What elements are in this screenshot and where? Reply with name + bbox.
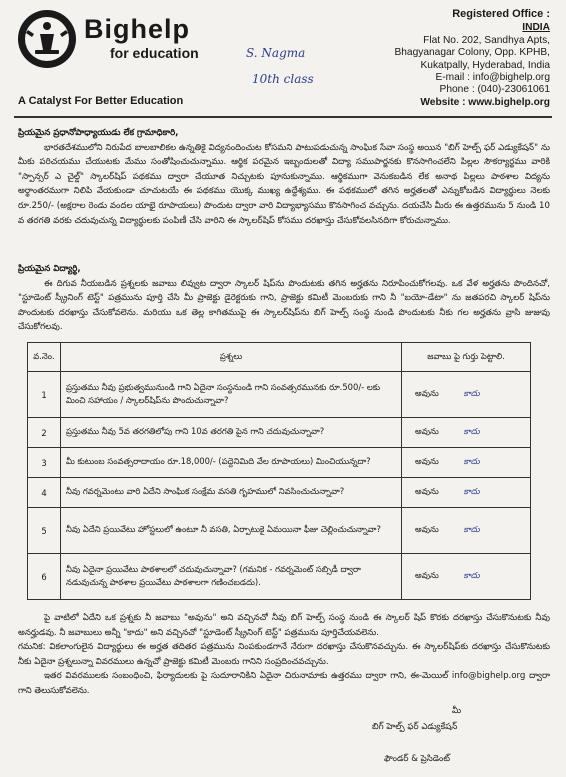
row-num: 4 (28, 478, 61, 508)
handwritten-note (246, 40, 314, 92)
row-answer (402, 508, 531, 554)
office-address-3: Kukatpally, Hyderabad, India (420, 59, 550, 71)
table-row (28, 372, 531, 418)
table-row (28, 554, 531, 600)
row-question: నీవు ఏదైనా ప్రయివేటు పాఠశాలలో చదువుచున్నావా? (గమనిక - గవర్నమెంట్ సబ్సిడీ ద్వారా నడువుచున్న పాఠశాల ప్రయివేటు పాఠశాలగా గణించబడదు). (61, 554, 402, 600)
yes-option[interactable]: అవును (415, 570, 439, 580)
tagline: A Catalyst For Better Education (18, 95, 184, 107)
table-row (28, 508, 531, 554)
row-num: 5 (28, 508, 61, 554)
row-num: 1 (28, 372, 61, 418)
greeting-principal: ప్రియమైన ప్రధానోపాధ్యాయుడు లేక గ్రామాధికారి, (18, 128, 179, 138)
table-row (28, 478, 531, 508)
yes-option[interactable]: అవును (415, 388, 439, 398)
paragraph-contact: ఇతర వివరములకు సంబంధించి, ఫిర్యాదులకు పై సుదూరానికిని ఏదైనా చిరునామాకు ఉత్తరము ద్వారా గాని, ఈ-మెయిల్ info@bighelp.org ద్వారా గాని తెలుసుకోవలెను. (18, 671, 550, 696)
paragraph-student: ఈ దిగువ నీయబడిన ప్రశ్నలకు జవాబు లివ్వుట ద్వారా స్కాలర్ షిప్‌ను పొందుటకు తగిన అర్హతను నిరూపించుకోగలవు. ఒక వేళ అర్హతను పొందినచో, "స్టూడెంట్ స్క్రీనింగ్ టెస్ట్" పత్రమును పూర్తి చేసి మీ ప్రాజెక్టు డైరెక్టరుకు గాని, ప్రాజెక్టు కమిటీ మెంబరుకు గాని నీ "బయో-డేటా" ను జతపరచి స్కాలర్ షిప్‌ను పొందుటకు దరఖాస్తు చేసుకోవలెను. మరియు ఒక తెల్ల కాగితముపై ఈ స్కాలర్‌షిప్‌ను బిగ్ హెల్ప్ సంస్థ నుండి పొందుటకు నీకు గల అర్హతను వ్రాసి జుజువు చేసుకోగలవు. (18, 278, 550, 333)
row-num: 3 (28, 448, 61, 478)
header-divider (14, 116, 552, 118)
no-option-marked[interactable]: కాదు (463, 486, 480, 496)
no-option-marked[interactable]: కాదు (463, 388, 480, 398)
handwritten-class: 10th class (252, 72, 314, 86)
handwritten-name: S. Nagma (246, 46, 306, 60)
no-option-marked[interactable]: కాదు (463, 426, 480, 436)
office-website: Website : www.bighelp.org (420, 96, 550, 108)
office-heading: Registered Office : (452, 8, 550, 20)
col-question-header: ప్రశ్నలు (61, 343, 402, 372)
row-answer (402, 478, 531, 508)
eligibility-table (27, 342, 531, 600)
no-option-marked[interactable]: కాదు (463, 524, 480, 534)
row-answer (402, 448, 531, 478)
letter-intro (18, 126, 550, 228)
no-option-marked[interactable]: కాదు (463, 570, 480, 580)
letter-closing (18, 611, 550, 699)
yes-option[interactable]: అవును (415, 456, 439, 466)
row-num: 2 (28, 418, 61, 448)
table-row (28, 418, 531, 448)
signoff-org: బిగ్ హెల్ప్ ఫర్ ఎడ్యుకేషన్ (372, 722, 458, 732)
signoff-yours: మీ (452, 706, 462, 716)
row-question: మీ కుటుంబ సంవత్సరాదాయం రూ.18,000/- (పద్దెనిమిది వేల రూపాయలు) మించియున్నదా? (61, 448, 402, 478)
office-email: E-mail : info@bighelp.org (435, 72, 550, 84)
bighelp-logo-icon (16, 8, 78, 70)
table-row (28, 448, 531, 478)
row-question: ప్రస్తుతము నీవు 5వ తరగతిలోపు గాని 10వ తరగతి పైన గాని చదువుచున్నావా? (61, 418, 402, 448)
row-question: నీవు గవర్నమెంటు వారి ఏదేని సాంఘిక సంక్షేమ వసతి గృహములో నివసించుచున్నావా? (61, 478, 402, 508)
greeting-student: ప్రియమైన విద్యార్థి, (18, 264, 81, 274)
row-answer (402, 418, 531, 448)
office-address-1: Flat No. 202, Sandhya Apts, (423, 34, 550, 46)
col-num-header: వ.నెం. (28, 343, 61, 372)
office-phone: Phone : (040)-23061061 (439, 84, 550, 96)
paragraph-intro: భారతదేశములోని నిరుపేద బాలబాలికల ఉన్నతికై విద్యనందించుట కోసమని పాటుపడుచున్న సాంఘిక సేవా సంస్థ అయిన "బిగ్ హెల్ప్ ఫర్ ఎడ్యుకేషన్" ను మీకు పరిచయము చేయుటకు మేము సంతోషించుచున్నాము. ఆర్థిక పరమైన ఇబ్బందులతో విద్యా సముపార్జనకు కొనసాగించలేని పిల్లల సౌకర్యార్థము వారికి "స్పాన్సర్ ఎ చైల్డ్" స్కాలర్‌షిప్ పథకము ద్వారా చేయూత నిచ్చుటకు పూనుకున్నాము. ఆర్థికముగా వెనుకబడిన లేక అనాథ పిల్లలు పాఠశాల విద్యను అర్థాంతరముగా నిలిపి వేయకుండా చూచుటయే ఈ పథకము యొక్క ముఖ్య ఉద్దేశ్యము. ఈ పథకములో తగిన అర్హతలతో ఎన్నుకోబడిన విద్యార్థులు నెలకు రూ.250/- (అక్షరాల రెండు వందల యాభై రూపాయలు) పొందుట ద్వారా వారి విద్యాభ్యాసము కొనసాగించ వచ్చును. దయచేసి మీరు ఈ ఉత్తరమును 5 నుండి 10 వ తరగతి వరకు చదువుచున్న విద్యార్థులకు పంపిణీ చేసి వారిని ఈ స్కాలర్‌షిప్ కోసము దరఖాస్తు చేసుకోవలసినదిగా కోరుచున్నాము. (18, 142, 550, 226)
row-num: 6 (28, 554, 61, 600)
registered-office (394, 8, 550, 109)
yes-option[interactable]: అవును (415, 524, 439, 534)
paragraph-eligibility: పై వాటిలో ఏదేని ఒక ప్రశ్నకు నీ జవాబు "అవును" అని వచ్చినచో నీవు బిగ్ హెల్ప్ సంస్థ నుండి ఈ స్కాలర్ షిప్ కొరకు దరఖాస్తు చేసుకొనుటకు నీవు అనర్హుడవు. నీ జవాబులు అన్నీ "కాదు" అని వచ్చినచో "స్టూడెంట్ స్క్రీనింగ్ టెస్ట్" పత్రమును పూర్తిచేయవలెను. (18, 613, 550, 638)
office-address-2: Bhagyanagar Colony, Opp. KPHB, (394, 47, 550, 59)
table-header-row (28, 343, 531, 372)
no-option-marked[interactable]: కాదు (463, 456, 480, 466)
row-answer (402, 372, 531, 418)
brand-subtitle: for education (110, 45, 199, 61)
col-answer-header: జవాబు పై గుర్తు పెట్టాలి. (402, 343, 531, 372)
yes-option[interactable]: అవును (415, 486, 439, 496)
row-question: నీవు ఏదేని ప్రయివేటు హోస్టలులో ఉంటూ నీ వసతి, ఏర్పాటుకై ఏమయినా ఫీజు చెల్లించుచున్నావా? (61, 508, 402, 554)
row-question: ప్రస్తుతము నీవు ప్రభుత్వమునుండి గాని ఏదైనా సంస్థనుండి గాని సంవత్సరమునకు రూ.500/- లకు మించి సహాయం / స్కాలర్‌షిప్‌ను పొందుచున్నావా? (61, 372, 402, 418)
brand-name: Bighelp (84, 14, 190, 44)
yes-option[interactable]: అవును (415, 426, 439, 436)
row-answer (402, 554, 531, 600)
signoff-title: ఫౌండర్ & ప్రెసిడెంట్ (384, 754, 450, 764)
letter-student (18, 262, 550, 335)
office-country: INDIA (522, 22, 550, 34)
paragraph-note: గమనిక: వికలాంగులైన విద్యార్థులు ఈ అర్హత తదితర పత్రమును నింపకుండగానే నేరుగా దరఖాస్తు చేసుకొనవచ్చును. ఈ స్కాలర్‌షిప్‌కు దరఖాస్తు చేసుకొనుటకు నీకు ఏదైనా ప్రశ్నలున్నా వివరములు ఉన్నచో ప్రాజెక్టు కమిటీ మెంబరు గానిని సంప్రదించవచ్చును. (18, 642, 550, 667)
brand-block (84, 14, 199, 62)
